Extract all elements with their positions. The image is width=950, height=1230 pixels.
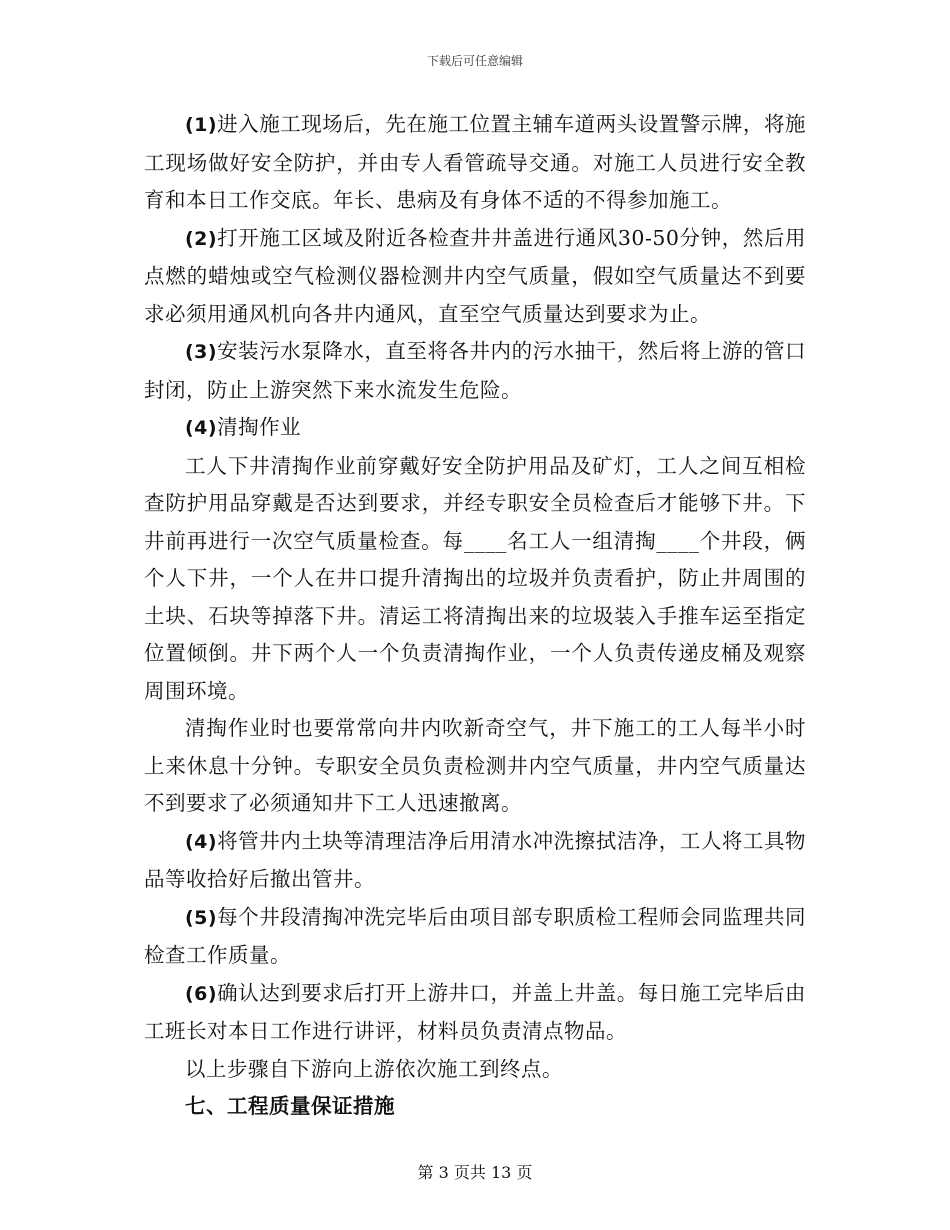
- step-number: (4): [185, 417, 218, 439]
- step-number: (1): [185, 114, 218, 136]
- section-heading: 七、工程质量保证措施: [185, 1094, 395, 1118]
- step-number: (4): [185, 830, 218, 853]
- step-paragraph-6: [144, 899, 806, 975]
- step-text: 将管井内土块等清理洁净后用清水冲洗擦拭洁净，工人将工具物品等收拾好后撤出管井。: [144, 828, 806, 891]
- header-note: 下载后可任意编辑: [426, 54, 523, 68]
- body-paragraph-summary: 以上步骤自下游向上游依次施工到终点。: [185, 1056, 563, 1081]
- step-paragraph-3: [144, 333, 806, 409]
- step-number: (3): [185, 341, 218, 363]
- step-paragraph-7: [144, 975, 806, 1051]
- step-paragraph-4: [144, 409, 806, 448]
- step-number: (6): [185, 982, 218, 1005]
- body-paragraph-cleaning: 工人下井清掏作业前穿戴好安全防护用品及矿灯，工人之间互相检查防护用品穿戴是否达到要求，并经专职安全员检查后才能够下井。下井前再进行一次空气质量检查。每____名工人一组清掏____个井段，俩个人下井，一个人在井口提升清掏出的垃圾并负责看护，防止井周围的土块、石块等掉落下井。清运工将清掏出来的垃圾装入手推车运至指定位置倾倒。井下两个人一个负责清掏作业，一个人负责传递皮桶及观察周围环境。: [144, 453, 806, 703]
- document-body: [144, 106, 806, 1126]
- step-number: (2): [185, 227, 218, 250]
- step-paragraph-5: [144, 823, 806, 899]
- body-paragraph-ventilation: 清掏作业时也要常常向井内吹新奇空气，井下施工的工人每半小时上来休息十分钟。专职安全员负责检测井内空气质量，井内空气质量达不到要求了必须通知井下工人迅速撤离。: [144, 716, 806, 815]
- step-number: (5): [185, 906, 218, 929]
- step-text: 确认达到要求后打开上游井口，并盖上井盖。每日施工完毕后由工班长对本日工作进行讲评，材料员负责清点物品。: [144, 980, 806, 1043]
- step-text: 安装污水泵降水，直至将各井内的污水抽干，然后将上游的管口封闭，防止上游突然下来水流发生危险。: [144, 339, 806, 402]
- step-text: 打开施工区域及附近各检查井井盖进行通风30-50分钟，然后用点燃的蜡烛或空气检测仪器检测井内空气质量，假如空气质量达不到要求必须用通风机向各井内通风，直至空气质量达到要求为止。: [144, 225, 806, 326]
- step-text: 每个井段清掏冲洗完毕后由项目部专职质检工程师会同监理共同检查工作质量。: [144, 904, 806, 967]
- step-paragraph-2: [144, 220, 806, 334]
- step-text: 清掏作业: [217, 415, 302, 439]
- step-paragraph-1: [144, 106, 806, 220]
- step-text: 进入施工现场后，先在施工位置主辅车道两头设置警示牌，将施工现场做好安全防护，并由专人看管疏导交通。对施工人员进行安全教育和本日工作交底。年长、患病及有身体不适的不得参加施工。: [144, 112, 806, 212]
- page-number: 第 3 页共 13 页: [417, 1163, 533, 1182]
